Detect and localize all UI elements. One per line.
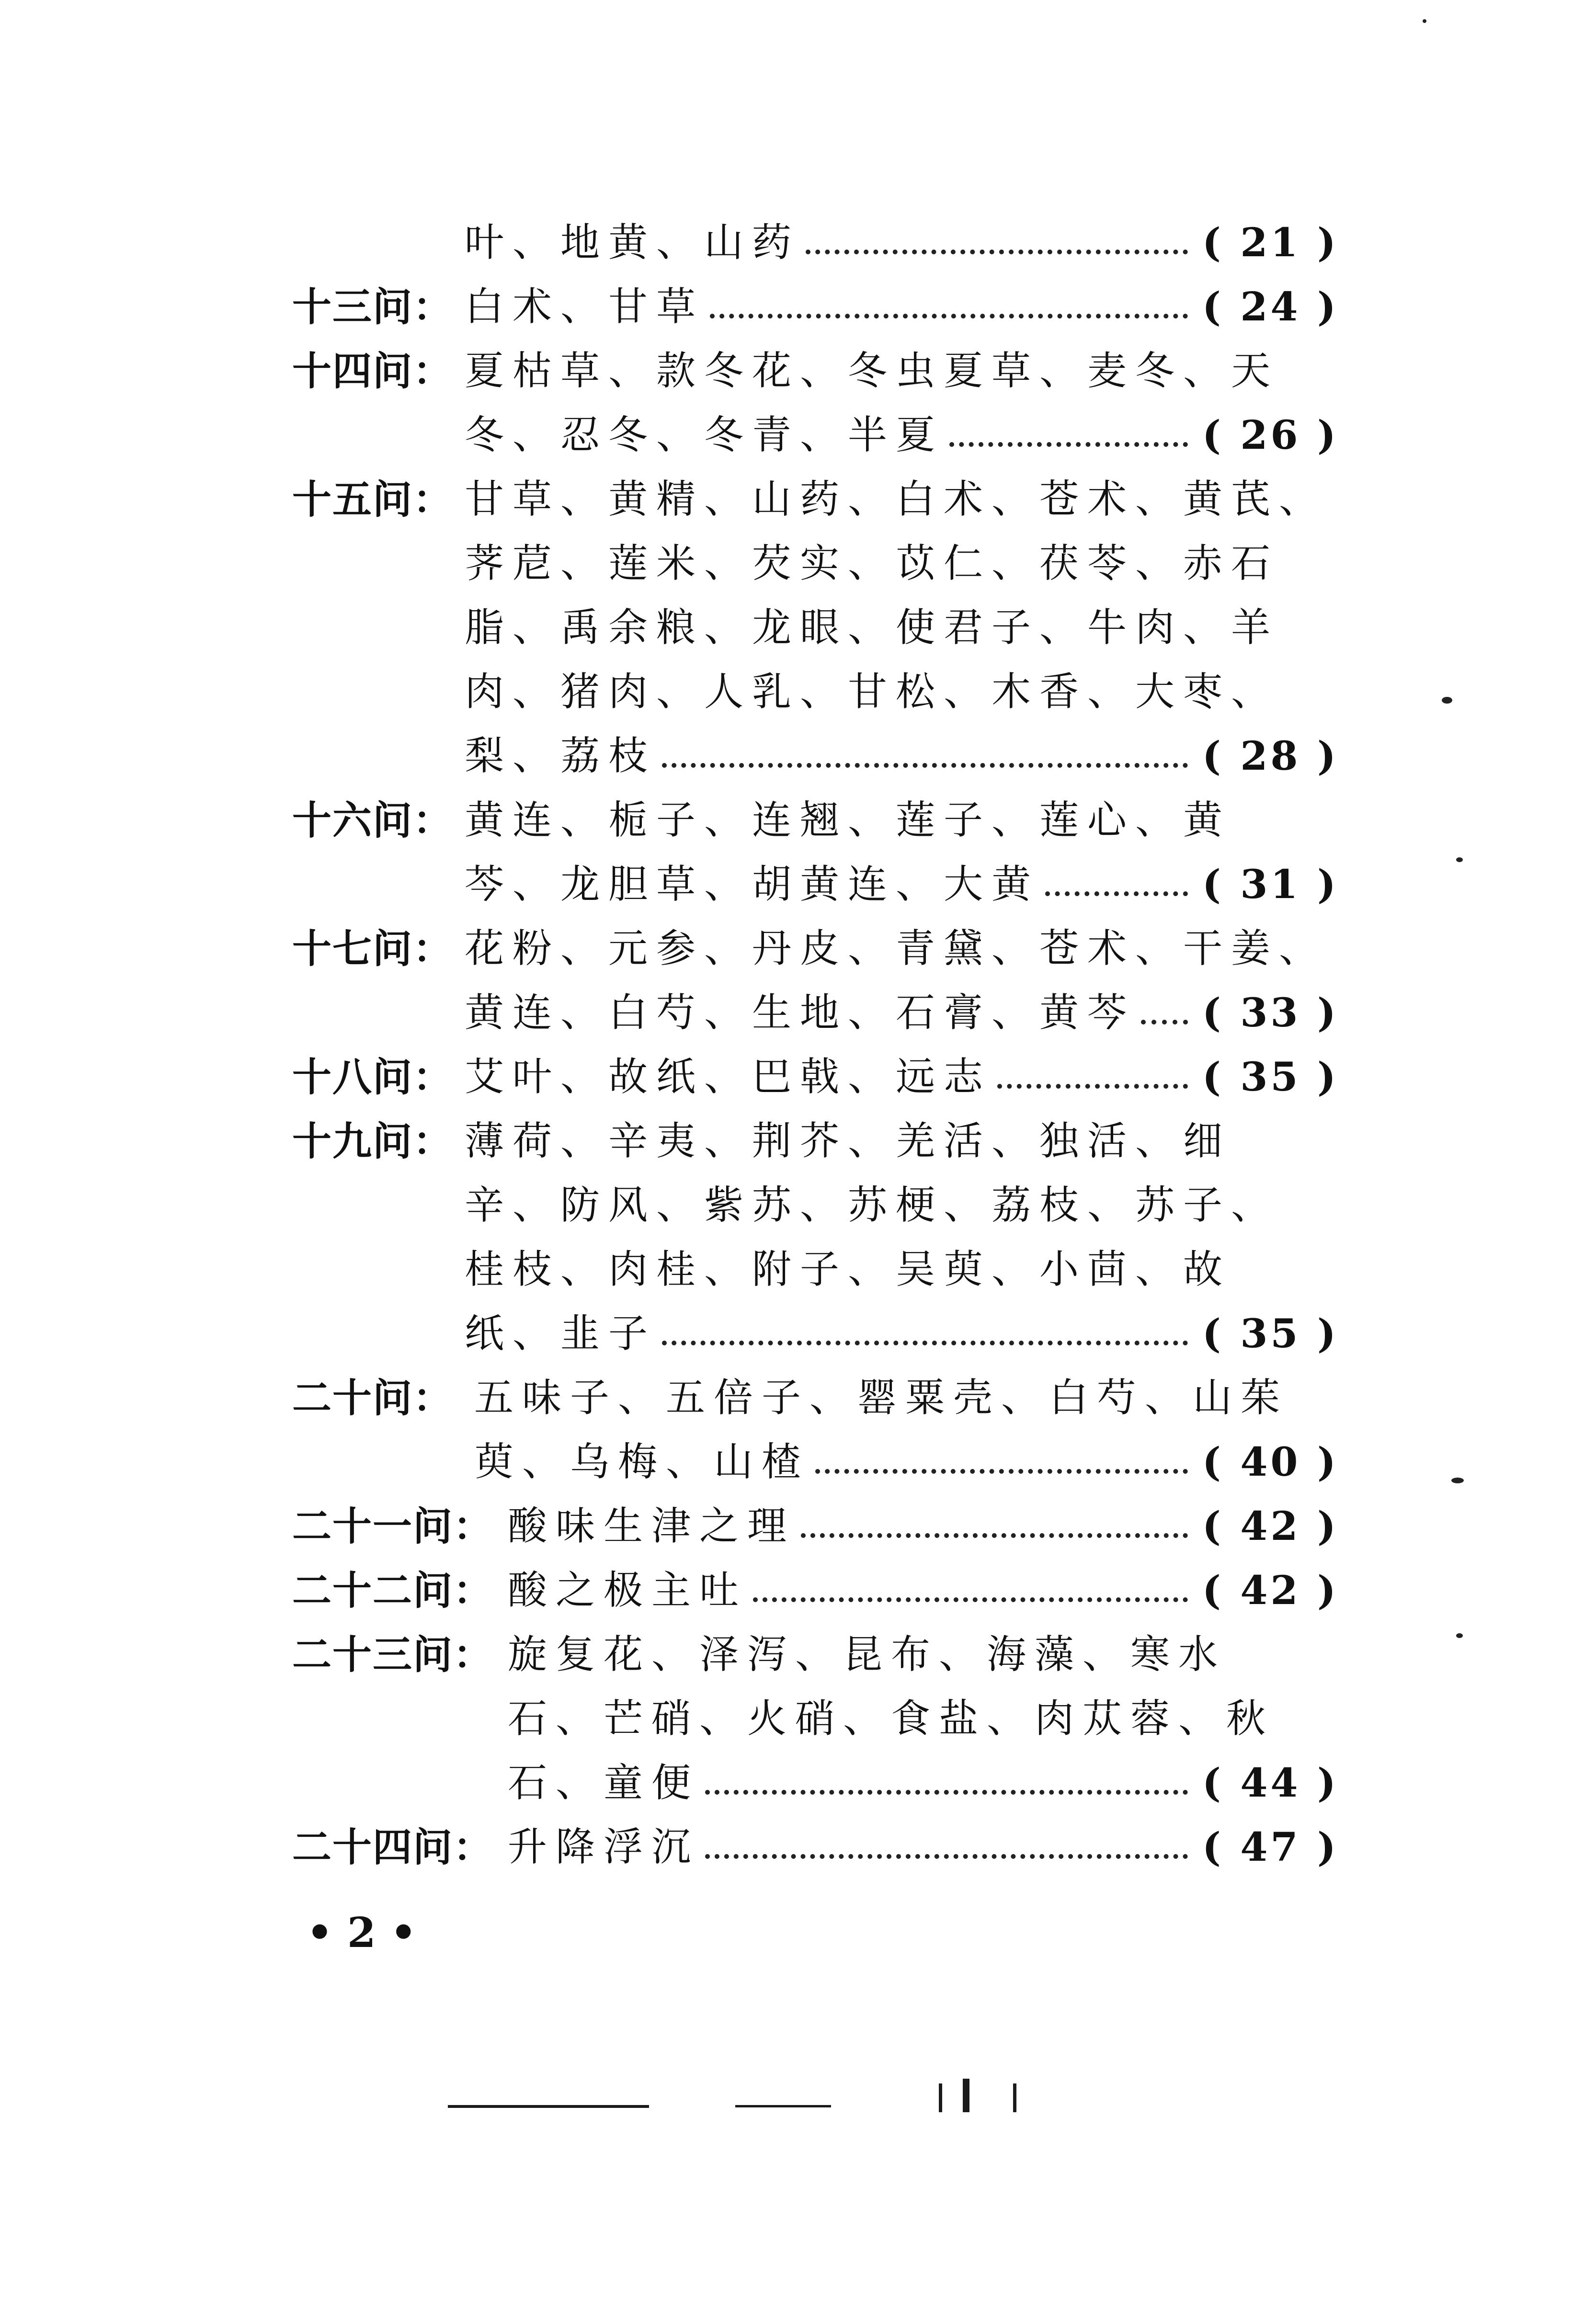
toc-line <box>465 1173 1322 1238</box>
toc-page-ref: ( 21 ) <box>1202 220 1339 266</box>
toc-entry <box>292 1623 1339 1815</box>
toc-line-text: 升降浮沉 <box>508 1824 700 1870</box>
toc-page-ref: ( 24 ) <box>1202 284 1339 330</box>
toc-entry-label: 二十三问： <box>292 1632 494 1678</box>
scan-mark <box>448 2105 649 2108</box>
toc-line-text: 艾叶、故纸、巴戟、远志 <box>465 1054 992 1100</box>
toc-line <box>465 981 1339 1045</box>
toc-entry <box>292 1559 1339 1623</box>
toc-entry-label: 十七问： <box>292 926 454 972</box>
toc-line-text: 梨、荔枝 <box>465 733 657 779</box>
toc-line <box>508 1815 1339 1879</box>
toc-line-text: 白术、甘草 <box>465 284 705 330</box>
dot-leader <box>949 442 1188 447</box>
toc-entry-label: 十九问： <box>292 1118 454 1164</box>
toc-line-text: 萸、乌梅、山楂 <box>474 1439 810 1485</box>
toc-line-text: 石、童便 <box>508 1760 700 1806</box>
toc-line <box>465 788 1322 853</box>
toc-line <box>465 1045 1339 1109</box>
toc-line <box>465 917 1327 981</box>
toc-page-ref: ( 47 ) <box>1202 1824 1339 1870</box>
toc-line-text: 桂枝、肉桂、附子、吴萸、小茴、故 <box>465 1247 1231 1292</box>
dot-leader <box>801 1533 1188 1538</box>
toc-line-text: 冬、忍冬、冬青、半夏 <box>465 412 944 458</box>
toc-line-text: 石、芒硝、火硝、食盐、肉苁蓉、秋 <box>508 1696 1275 1741</box>
toc-entry <box>292 1366 1339 1494</box>
toc-entry-label: 二十一问： <box>292 1503 494 1549</box>
toc-page-ref: ( 28 ) <box>1202 733 1339 779</box>
toc-page-ref: ( 31 ) <box>1202 862 1339 908</box>
toc-entry <box>292 275 1339 339</box>
toc-entry <box>292 211 1339 275</box>
toc-entry <box>292 1045 1339 1109</box>
toc-line-text: 黄连、栀子、连翘、莲子、莲心、黄 <box>465 797 1231 843</box>
toc-line <box>465 1238 1322 1302</box>
scan-mark <box>963 2079 969 2112</box>
toc-line <box>465 596 1322 660</box>
toc-line <box>508 1559 1339 1623</box>
toc-line-text: 甘草、黄精、山药、白术、苍术、黄芪、 <box>465 477 1327 522</box>
toc-line <box>465 467 1327 532</box>
toc-line <box>474 1366 1322 1430</box>
dot-leader <box>997 1084 1188 1089</box>
toc-entry <box>292 1494 1339 1559</box>
dot-leader <box>753 1597 1188 1602</box>
toc-line <box>474 1430 1339 1494</box>
toc-line <box>465 403 1339 467</box>
toc-entry-label: 十四问： <box>292 348 454 394</box>
toc-entry-label: 二十二问： <box>292 1568 494 1614</box>
scan-speck <box>1456 1633 1463 1638</box>
scan-mark <box>735 2105 831 2107</box>
toc-page-ref: ( 40 ) <box>1202 1439 1339 1485</box>
table-of-contents <box>292 211 1339 1879</box>
dot-leader <box>815 1469 1188 1474</box>
dot-leader <box>662 1341 1188 1345</box>
toc-entry-label: 十六问： <box>292 797 454 843</box>
toc-entry-label: 二十问： <box>292 1375 454 1421</box>
toc-line-text: 芩、龙胆草、胡黄连、大黄 <box>465 862 1040 907</box>
toc-entry-label: 十三问： <box>292 284 454 330</box>
toc-line-text: 肉、猪肉、人乳、甘松、木香、大枣、 <box>465 669 1279 715</box>
toc-entry-label: 二十四问： <box>292 1824 494 1870</box>
toc-line-text: 酸之极主吐 <box>508 1568 748 1613</box>
toc-entry <box>292 467 1339 788</box>
toc-page-ref: ( 35 ) <box>1202 1311 1339 1357</box>
toc-line-text: 酸味生津之理 <box>508 1503 796 1549</box>
toc-entry <box>292 339 1339 467</box>
toc-line-text: 荠苨、莲米、芡实、苡仁、茯苓、赤石 <box>465 541 1279 586</box>
toc-entry-label: 十八问： <box>292 1054 454 1100</box>
toc-page-ref: ( 26 ) <box>1202 412 1339 458</box>
toc-page-ref: ( 42 ) <box>1202 1503 1339 1549</box>
scan-mark <box>939 2083 942 2112</box>
scan-mark <box>1013 2083 1016 2112</box>
dot-leader <box>710 314 1188 319</box>
toc-line <box>465 532 1322 596</box>
toc-line <box>465 339 1322 403</box>
toc-line <box>465 1302 1339 1366</box>
toc-entry <box>292 1109 1339 1366</box>
dot-leader <box>705 1854 1188 1859</box>
dot-leader <box>662 763 1188 768</box>
toc-entry <box>292 1815 1339 1879</box>
toc-page-ref: ( 35 ) <box>1202 1054 1339 1100</box>
toc-page-ref: ( 44 ) <box>1202 1760 1339 1806</box>
toc-line-text: 脂、禹余粮、龙眼、使君子、牛肉、羊 <box>465 605 1279 650</box>
dot-leader <box>806 250 1188 254</box>
page-number: • 2 • <box>307 1909 417 1957</box>
toc-line <box>465 853 1339 917</box>
dot-leader <box>705 1790 1188 1795</box>
toc-line-text: 纸、韭子 <box>465 1311 657 1356</box>
toc-line-text: 花粉、元参、丹皮、青黛、苍术、干姜、 <box>465 926 1327 971</box>
toc-line-text: 旋复花、泽泻、昆布、海藻、寒水 <box>508 1632 1227 1677</box>
dot-leader <box>1141 1020 1188 1024</box>
dot-leader <box>1045 891 1188 896</box>
toc-line-text: 叶、地黄、山药 <box>465 220 800 265</box>
toc-line-text: 辛、防风、紫苏、苏梗、荔枝、苏子、 <box>465 1183 1279 1228</box>
toc-page-ref: ( 33 ) <box>1202 990 1339 1036</box>
scan-speck <box>1442 697 1452 704</box>
toc-line <box>508 1623 1322 1687</box>
toc-line-text: 薄荷、辛夷、荆芥、羌活、独活、细 <box>465 1118 1231 1164</box>
toc-line <box>465 724 1339 788</box>
toc-line-text: 夏枯草、款冬花、冬虫夏草、麦冬、天 <box>465 348 1279 394</box>
toc-line <box>508 1494 1339 1559</box>
toc-page-ref: ( 42 ) <box>1202 1568 1339 1614</box>
scan-speck <box>1456 857 1463 862</box>
toc-line <box>508 1751 1339 1815</box>
scan-speck <box>1423 19 1426 23</box>
toc-line <box>508 1687 1322 1751</box>
toc-entry <box>292 788 1339 917</box>
toc-line-text: 黄连、白芍、生地、石膏、黄芩 <box>465 990 1136 1036</box>
toc-line <box>465 211 1339 275</box>
toc-line <box>465 275 1339 339</box>
toc-line <box>465 1109 1322 1173</box>
toc-entry-label: 十五问： <box>292 477 454 523</box>
toc-entry <box>292 917 1339 1045</box>
toc-line-text: 五味子、五倍子、罂粟壳、白芍、山茱 <box>474 1375 1289 1421</box>
toc-line <box>465 660 1322 724</box>
scan-speck <box>1451 1478 1464 1483</box>
